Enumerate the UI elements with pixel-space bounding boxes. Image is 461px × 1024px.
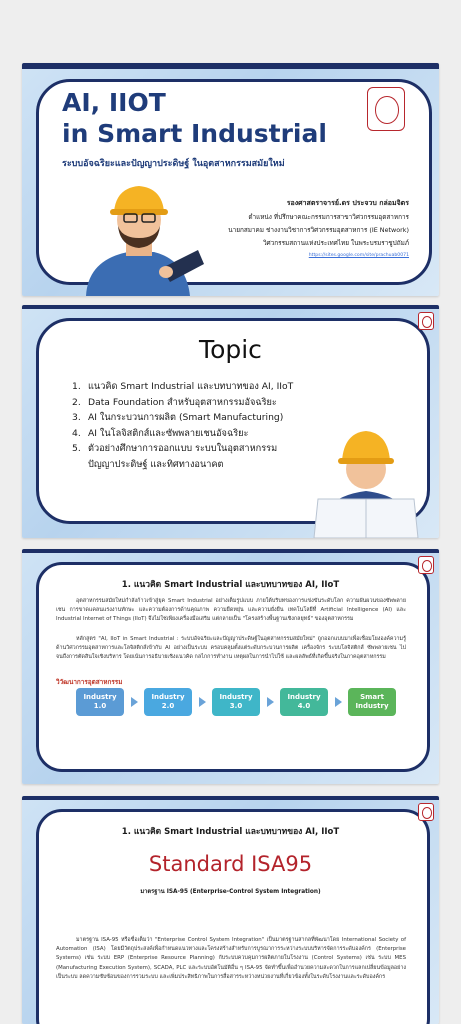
isa95-body: มาตรฐาน ISA-95 หรือชื่อเต็มว่า "Enterprise Control System Integration" เป็นมาตรฐานสากลที่พัฒนาโดย International Society of Automation (ISA) โดยมีวัตถุประสงค์เพื่อกำหนดแนวทางและโครงสร้างสำหรับการบูรณาการระหว่างระบบบริหารจัดการระดับองค์กร (Enterprise Systems) เช่น ระบบ ERP (Enterprise Resource Planning) กับระบบควบคุมการผลิตภายในโรงงาน (Control Systems) เช่น ระบบ MES (Manufacturing Execution System), SCADA, PLC และระบบอัตโนมัติอื่น ๆ ISA-95 จัดทำขึ้นเพื่ออำนวยความสะดวกในการแลกเปลี่ยนข้อมูลอย่างเป็นระบบ ลดความซับซ้อนของการรวมระบบ และเพิ่มประสิทธิภาพในการสื่อสารระหว่างหน่วยงานที่เกี่ยวข้องทั้งในระดับโรงงานและระดับองค์กร bbox=[56, 937, 406, 980]
cover-title-line1: AI, IIOT bbox=[62, 88, 166, 117]
top-bar bbox=[22, 305, 439, 309]
arrow-icon bbox=[199, 697, 206, 707]
list-item: ปัญญาประดิษฐ์ และทิศทางอนาคต bbox=[88, 458, 224, 470]
evolution-label: วิวัฒนาการอุตสาหกรรม bbox=[56, 678, 123, 686]
slide-cover bbox=[22, 63, 439, 296]
isa95-section-title: 1. แนวคิด Smart Industrial และบทบาทของ AI, IIoT bbox=[121, 827, 340, 837]
isa95-big-title: Standard ISA95 bbox=[148, 852, 313, 876]
author-position-3: วิศวกรรมสถานแห่งประเทศไทย ในพระบรมราชูปถัมภ์ bbox=[263, 239, 409, 247]
arrow-icon bbox=[131, 697, 138, 707]
list-item: 2. Data Foundation สำหรับอุตสาหกรรมอัจฉริยะ bbox=[72, 396, 277, 408]
list-item: 4. AI ในโลจิสติกส์และซัพพลายเชนอัจฉริยะ bbox=[72, 427, 249, 439]
concept-title: 1. แนวคิด Smart Industrial และบทบาทของ AI, IIoT bbox=[121, 580, 340, 590]
isa95-subtitle: มาตรฐาน ISA-95 (Enterprise-Control System Integration) bbox=[140, 889, 321, 895]
list-item: 5. ตัวอย่างศึกษาการออกแบบ ระบบในอุตสาหกรรม bbox=[72, 443, 278, 454]
author-url-link[interactable]: https://sites.google.com/site/prachuab0071 bbox=[308, 253, 409, 258]
industry-4-box: Industry 4.0 bbox=[280, 688, 328, 716]
slide-topic bbox=[22, 305, 439, 538]
concept-paragraph-2: หลักสูตร "AI, IIoT in Smart Industrial : ระบบอัจฉริยะและปัญญาประดิษฐ์ในอุตสาหกรรมสมัยใหม่" ถูกออกแบบมาเพื่อเชื่อมโยงองค์ความรู้ด้านวิศวกรรมอุตสาหการและโลจิสติกส์เข้ากับ AI อย่างเป็นระบบ ครอบคลุมตั้งแต่ระดับกระบวนการผลิต เครื่องจักร ระบบโลจิสติกส์ ซัพพลายเชน ไปจนถึงการตัดสินใจเชิงบริหาร โดยเน้นการอธิบายเชิงแนวคิด กลไกการทำงาน เหตุผลในการนำไปใช้ และผลลัพธ์ที่เกิดขึ้นจริงในภาคอุตสาหกรรม bbox=[56, 636, 406, 661]
author-position-2: นายกสมาคม ช่างงานวิชาการวิศวกรรมอุตสาหการ (IE Network) bbox=[228, 226, 409, 234]
engineer-blueprint-illustration bbox=[310, 417, 422, 538]
arrow-icon bbox=[335, 697, 342, 707]
top-bar bbox=[22, 796, 439, 800]
slide-concept bbox=[22, 549, 439, 784]
topic-title: Topic bbox=[199, 335, 262, 364]
evolution-flow bbox=[76, 688, 396, 716]
industry-2-box: Industry 2.0 bbox=[144, 688, 192, 716]
author-position-1: ตำแหน่ง ที่ปรึกษาคณะกรรมการสาขาวิศวกรรมอุตสาหการ bbox=[248, 213, 409, 221]
industry-3-box: Industry 3.0 bbox=[212, 688, 260, 716]
university-seal-icon bbox=[418, 803, 434, 821]
list-item: 3. AI ในกระบวนการผลิต (Smart Manufacturing) bbox=[72, 412, 284, 423]
author-name: รองศาสตราจารย์.ดร ประจวบ กล่อมจิตร bbox=[286, 199, 409, 207]
concept-paragraph-1: อุตสาหกรรมสมัยใหม่กำลังก้าวเข้าสู่ยุค Smart Industrial อย่างเต็มรูปแบบ ภายใต้บริบทของการแข่งขันระดับโลก ความผันผวนของซัพพลายเชน การขาดแคลนแรงงานทักษะ และความต้องการด้านคุณภาพ ความยืดหยุ่น และความยั่งยืน เทคโนโลยีที่ Artificial Intelligence (AI) และ Industrial Internet of Things (IIoT) จึงไม่ใช่เพียงเครื่องมือเสริม แต่กลายเป็น "โครงสร้างพื้นฐานเชิงกลยุทธ์" ของอุตสาหกรรม bbox=[56, 598, 406, 623]
university-seal-icon bbox=[418, 312, 434, 330]
cover-subtitle: ระบบอัจฉริยะและปัญญาประดิษฐ์ ในอุตสาหกรรมสมัยใหม่ bbox=[62, 159, 285, 169]
list-item: 1. แนวคิด Smart Industrial และบทบาทของ AI, IIoT bbox=[72, 381, 294, 392]
university-seal-icon bbox=[418, 556, 434, 574]
top-bar bbox=[22, 549, 439, 553]
cover-title-line2: in Smart Industrial bbox=[62, 119, 327, 148]
smart-industry-box: Smart Industry bbox=[348, 688, 396, 716]
slide-isa95 bbox=[22, 796, 439, 1024]
industry-1-box: Industry 1.0 bbox=[76, 688, 124, 716]
top-bar bbox=[22, 63, 439, 69]
arrow-icon bbox=[267, 697, 274, 707]
concept-card bbox=[36, 562, 430, 772]
isa95-card bbox=[36, 809, 430, 1024]
university-seal-icon bbox=[367, 87, 405, 131]
engineer-illustration bbox=[68, 168, 208, 296]
